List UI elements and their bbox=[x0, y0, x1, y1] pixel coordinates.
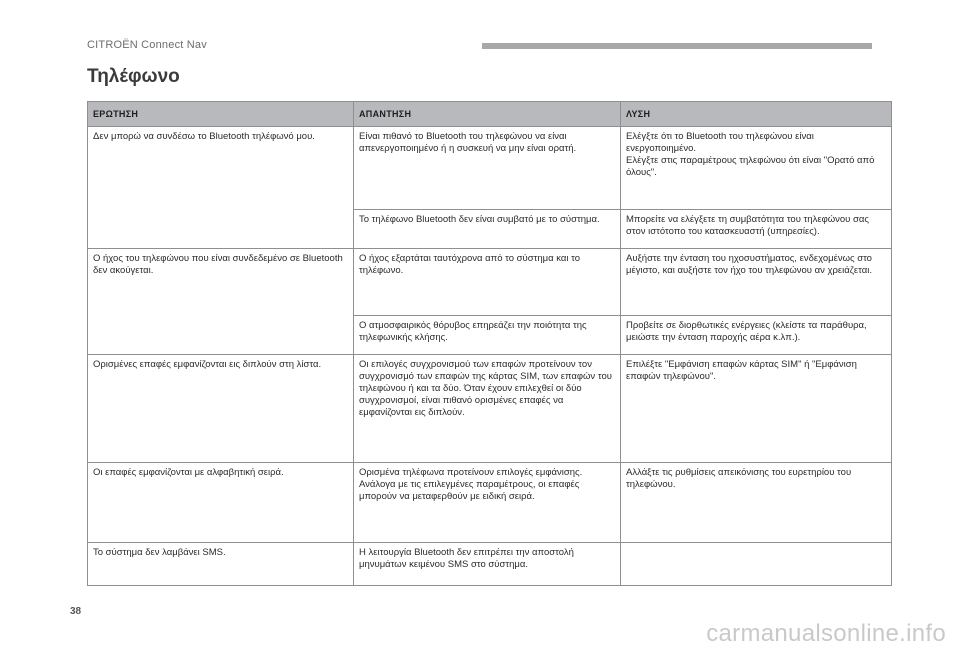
solution-cell: Μπορείτε να ελέγξετε τη συμβατότητα του τηλεφώνου σας στον ιστότοπο του κατασκευαστή (υπηρεσίες). bbox=[621, 210, 892, 249]
page-number: 38 bbox=[70, 606, 82, 617]
table-row bbox=[88, 127, 892, 210]
solution-cell: Επιλέξτε "Εμφάνιση επαφών κάρτας SIM" ή "Εμφάνιση επαφών τηλεφώνου". bbox=[621, 355, 892, 463]
question-cell: Το σύστημα δεν λαμβάνει SMS. bbox=[88, 543, 354, 586]
question-cell: Ορισμένες επαφές εμφανίζονται εις διπλούν στη λίστα. bbox=[88, 355, 354, 463]
solution-line: Ελέγξτε ότι το Bluetooth του τηλεφώνου είναι ενεργοποιημένο. bbox=[626, 131, 814, 154]
table-row bbox=[88, 249, 892, 316]
column-header-answer: ΑΠΑΝΤΗΣΗ bbox=[354, 102, 621, 127]
answer-cell: Ορισμένα τηλέφωνα προτείνουν επιλογές εμφάνισης. Ανάλογα με τις επιλεγμένες παραμέτρους, οι επαφές μπορούν να μεταφερθούν με ειδική σειρά. bbox=[354, 463, 621, 543]
answer-cell: Είναι πιθανό το Bluetooth του τηλεφώνου να είναι απενεργοποιημένο ή η συσκευή να μην είναι ορατή. bbox=[354, 127, 621, 210]
table-header-row bbox=[88, 102, 892, 127]
table-row bbox=[88, 463, 892, 543]
solution-cell bbox=[621, 127, 892, 210]
header-bar bbox=[482, 43, 872, 49]
faq-table-container bbox=[87, 101, 891, 586]
table-row bbox=[88, 355, 892, 463]
watermark: carmanualsonline.info bbox=[706, 620, 946, 647]
solution-line: Ελέγξτε στις παραμέτρους τηλεφώνου ότι είναι "Ορατό από όλους". bbox=[626, 155, 875, 178]
answer-cell: Το τηλέφωνο Bluetooth δεν είναι συμβατό με το σύστημα. bbox=[354, 210, 621, 249]
answer-cell: Οι επιλογές συγχρονισμού των επαφών προτείνουν τον συγχρονισμό των επαφών της κάρτας SIM, των επαφών του τηλεφώνου ή και τα δύο. Όταν έχουν επιλεχθεί οι δύο συγχρονισμοί, είναι πιθανό ορισμένες επαφές να εμφανίζονται εις διπλούν. bbox=[354, 355, 621, 463]
column-header-question: ΕΡΩΤΗΣΗ bbox=[88, 102, 354, 127]
answer-cell: Ο ήχος εξαρτάται ταυτόχρονα από το σύστημα και το τηλέφωνο. bbox=[354, 249, 621, 316]
page-title: Τηλέφωνο bbox=[87, 66, 180, 87]
question-cell: Οι επαφές εμφανίζονται με αλφαβητική σειρά. bbox=[88, 463, 354, 543]
brand-label: CITROËN Connect Nav bbox=[87, 39, 207, 51]
solution-cell: Προβείτε σε διορθωτικές ενέργειες (κλείστε τα παράθυρα, μειώστε την ένταση παροχής αέρα κ.λπ.). bbox=[621, 316, 892, 355]
question-cell: Δεν μπορώ να συνδέσω το Bluetooth τηλέφωνό μου. bbox=[88, 127, 354, 249]
solution-cell bbox=[621, 543, 892, 586]
answer-cell: Ο ατμοσφαιρικός θόρυβος επηρεάζει την ποιότητα της τηλεφωνικής κλήσης. bbox=[354, 316, 621, 355]
column-header-solution: ΛΥΣΗ bbox=[621, 102, 892, 127]
table-row bbox=[88, 543, 892, 586]
question-cell: Ο ήχος του τηλεφώνου που είναι συνδεδεμένο σε Bluetooth δεν ακούγεται. bbox=[88, 249, 354, 355]
solution-cell: Αυξήστε την ένταση του ηχοσυστήματος, ενδεχομένως στο μέγιστο, και αυξήστε τον ήχο του τηλεφώνου αν χρειάζεται. bbox=[621, 249, 892, 316]
faq-table bbox=[87, 101, 892, 586]
answer-cell: Η λειτουργία Bluetooth δεν επιτρέπει την αποστολή μηνυμάτων κειμένου SMS στο σύστημα. bbox=[354, 543, 621, 586]
solution-cell: Αλλάξτε τις ρυθμίσεις απεικόνισης του ευρετηρίου του τηλεφώνου. bbox=[621, 463, 892, 543]
